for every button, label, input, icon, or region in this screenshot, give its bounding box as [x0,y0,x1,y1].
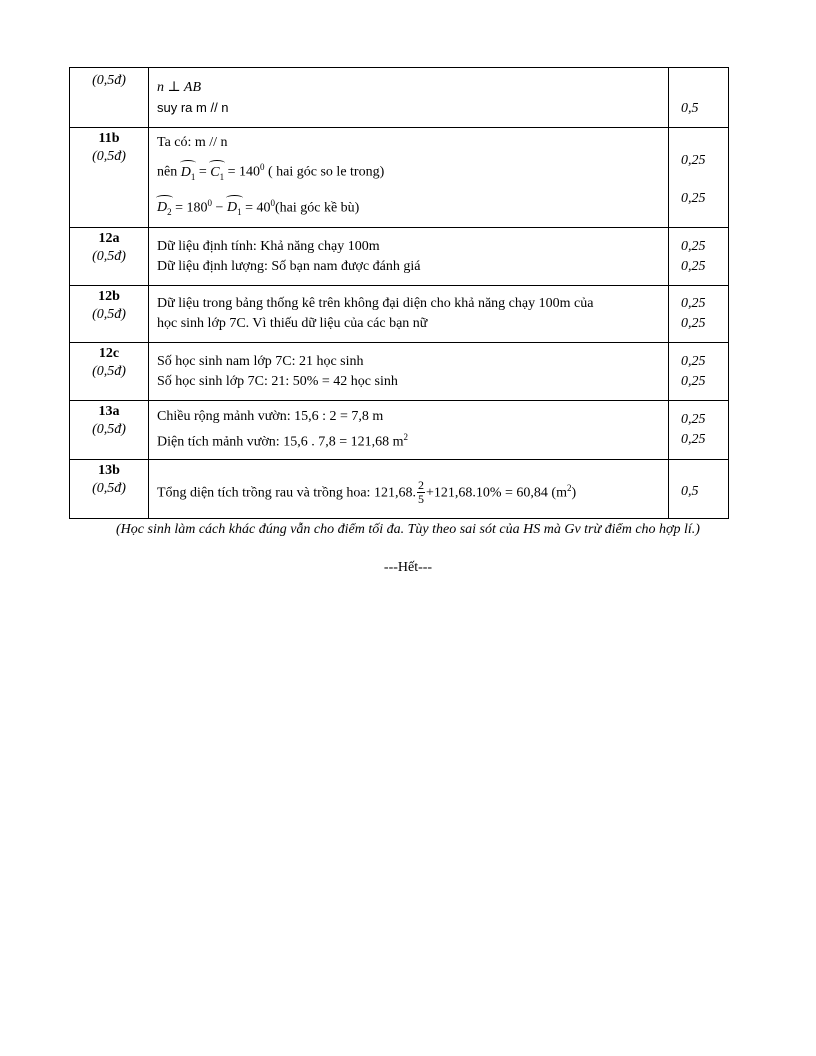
fraction-numerator: 2 [417,478,424,493]
score-cell [669,401,729,460]
angle-subscript: 1 [190,171,196,182]
unit-sup: 2 [403,432,408,443]
question-number: 12c [98,346,120,361]
text-fragment: ( hai góc so le trong) [268,164,385,180]
text-fragment: = 140 [227,164,260,180]
text-fragment: nên [157,164,178,180]
table-row [70,401,729,460]
answer-line: suy ra m // n [157,99,229,115]
question-points: (0,5đ) [92,73,126,88]
table-row [70,228,729,286]
answer-line: Số học sinh lớp 7C: 21: 50% = 42 học sinh [157,373,398,389]
text-fragment: +121,68.10% = 60,84 (m [425,485,567,501]
table-row [70,68,729,128]
text-fragment: Tổng diện tích trồng rau và trồng hoa: 121,68. [157,485,416,501]
grading-table [69,67,729,519]
angle-subscript: 2 [167,206,172,217]
question-number: 11b [98,131,120,146]
score-value: 0,25 [681,190,706,206]
angle-symbol [181,160,196,187]
answer-line [157,427,660,453]
answer-line [157,478,660,507]
question-cell [70,228,149,286]
question-points: (0,5đ) [92,422,126,437]
text-fragment: ) [571,485,577,501]
score-value: 0,5 [681,100,699,116]
question-cell [70,401,149,460]
answer-line: Số học sinh nam lớp 7C: 21 học sinh [157,353,364,369]
score-value: 0,25 [681,432,706,447]
angle-letter: D [226,200,238,216]
angle-symbol [210,160,224,187]
question-number: 12b [98,289,120,304]
answer-cell [149,401,669,460]
answer-line: học sinh lớp 7C. Vì thiếu dữ liệu của các bạn nữ [157,316,428,331]
score-cell [669,68,729,128]
text-fragment: (hai góc kề bù) [274,200,360,216]
score-value: 0,25 [681,412,706,427]
answer-line: nên $D_1 = C_1 = 140^0$ ( hai góc so le trong) [157,157,660,186]
answer-line: Dữ liệu định lượng: Số bạn nam được đánh giá [157,258,421,274]
text-fragment: = 40 [245,200,271,216]
answer-cell [149,460,669,519]
question-cell [70,343,149,401]
question-cell [70,128,149,228]
angle-symbol [227,195,242,222]
degree-sup: 0 [207,197,213,208]
unit-sup: 2 [566,482,572,493]
score-cell [669,286,729,343]
score-value: 0,25 [681,296,706,311]
text-fragment: = 180 [175,200,208,216]
score-cell [669,128,729,228]
fraction [417,479,425,506]
score-value: 0,25 [681,238,706,254]
answer-cell [149,343,669,401]
table-row [70,343,729,401]
score-value: 0,25 [681,353,706,369]
answer-line: n ⊥ AB [157,79,202,95]
table-row [70,128,729,228]
answer-cell [149,286,669,343]
score-cell [669,343,729,401]
table-row [70,460,729,519]
degree-sup: 0 [270,197,275,208]
question-number: 13b [98,463,120,478]
answer-line: Dữ liệu định tính: Khả năng chạy 100m [157,238,380,254]
score-cell [669,460,729,519]
grading-note: (Học sinh làm cách khác đúng vẫn cho điểm tối đa. Tùy theo sai sót của HS mà Gv trừ điểm cho hợp lí.) [116,522,700,537]
angle-subscript: 1 [219,171,225,182]
question-points: (0,5đ) [92,481,126,496]
answer-line: Dữ liệu trong bảng thống kê trên không đại diện cho khả năng chạy 100m của [157,296,594,311]
question-points: (0,5đ) [92,149,126,164]
angle-letter: C [210,164,220,180]
question-number: 13a [98,404,120,419]
angle-symbol [157,195,172,222]
question-number: 12a [98,231,120,246]
question-cell [70,286,149,343]
score-cell [669,228,729,286]
answer-line: Ta có: m // n [157,135,228,151]
text-fragment: Diện tích mảnh vườn: 15,6 . 7,8 = 121,68 m [157,434,404,450]
answer-cell [149,228,669,286]
question-cell [70,68,149,128]
degree-sup: 0 [260,162,265,173]
fraction-denominator: 5 [417,492,424,507]
table-row [70,286,729,343]
question-points: (0,5đ) [92,307,126,322]
end-marker: ---Hết--- [383,560,433,575]
angle-letter: D [180,164,191,180]
angle-letter: D [157,200,168,216]
answer-cell [149,128,669,228]
score-value: 0,25 [681,258,706,274]
question-cell [70,460,149,519]
score-value: 0,25 [681,152,706,168]
question-points: (0,5đ) [92,249,126,264]
score-value: 0,25 [681,373,706,389]
text-fragment: − [215,200,224,216]
question-points: (0,5đ) [92,364,126,379]
answer-line: Chiều rộng mảnh vườn: 15,6 : 2 = 7,8 m [157,409,384,425]
score-value: 0,5 [681,484,699,499]
score-value: 0,25 [681,316,706,331]
answer-cell [149,68,669,128]
answer-line [157,193,660,222]
angle-subscript: 1 [237,206,242,217]
